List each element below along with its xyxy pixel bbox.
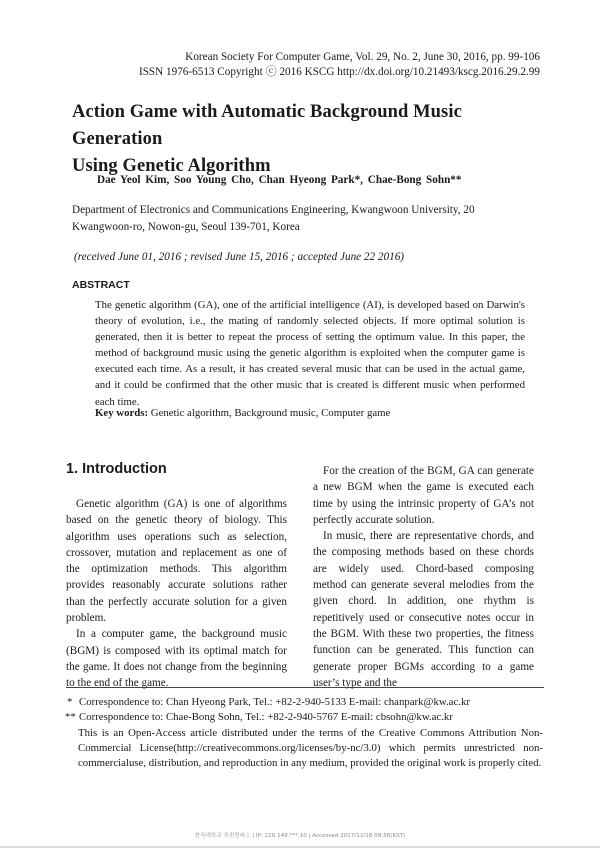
keywords-label: Key words: [95,407,149,419]
footnote-mark: * [67,696,73,708]
footnote-text: Correspondence to: Chae-Bong Sohn, Tel.: +82-2-940-5767 E-mail: cbsohn@kw.ac.kr [79,711,453,724]
paragraph: In music, there are representative chords, and the composing methods based on these chords are widely used. Chord-based composing method can generate several melodies from the given chord. In addition, one rhythm is repetitively used or consecutive notes occur in the BGM. With these two properties, the fitness function can be generated. This function can generate proper BGMs according to a game user’s type and the [313,530,534,689]
right-column [313,463,534,691]
journal-citation-line: Korean Society For Computer Game, Vol. 29, No. 2, June 30, 2016, pp. 99-106 [185,51,540,63]
paragraph: Genetic algorithm (GA) is one of algorithms based on the genetic theory of biology. This algorithm uses operations such as selection, crossover, mutation and replacement as one of the optimization methods. This algorithm provides reasonably accurate solutions rather than the perfectly accurate solution for a given problem. [66,498,287,625]
left-column [66,496,287,692]
abstract-text: The genetic algorithm (GA), one of the artificial intelligence (AI), is developed based on Darwin's theory of evolution, i.e., the mating of randomly selected objects. If more optimal solution is generated, then it is better to repeat the process of setting the optimum value. In this paper, the method of background music using the genetic algorithm is exploited when the computer game is executed each time. As a result, it has created several music that can be used in the actual game, and it could be confirmed that the other music that is created is different music when performed each time. [95,299,525,408]
open-access-notice: This is an Open-Access article distributed under the terms of the Creative Commons Attribution Non-Commercial License(http://creativecommons.org/licenses/by-nc/3.0) which permits unrestricted non-commercialuse, distribution, and reproduction in any medium, provided the original work is properly cited. [78,726,543,770]
footnote-mark: ** [65,711,76,724]
abstract-heading: ABSTRACT [72,279,130,291]
keywords-line [95,407,390,419]
author-list: Dae Yeol Kim, Soo Young Cho, Chan Hyeong Park*, Chae-Bong Sohn** [97,174,462,186]
section-heading-introduction: 1. Introduction [66,461,167,477]
title-line-1: Action Game with Automatic Background Music Generation [72,102,462,149]
footnote-correspondence-1 [67,695,543,710]
title-line-2: Using Genetic Algorithm [72,156,271,176]
footnote-text: Correspondence to: Chan Hyeong Park, Tel.: +82-2-940-5133 E-mail: chanpark@kw.ac.kr [79,696,470,708]
footnote-correspondence-2 [67,710,543,725]
submission-dates: (received June 01, 2016 ; revised June 15, 2016 ; accepted June 22 2016) [74,251,405,263]
paper-title [72,99,542,180]
keywords-list: Genetic algorithm, Background music, Computer game [150,407,391,419]
affiliation: Department of Electronics and Communications Engineering, Kwangwoon University, 20 Kwangwoon-ro, Nowon-gu, Seoul 139-701, Korea [72,204,475,233]
download-watermark: 한국대학교 추천컴퍼스 | IP: 220.149.***.10 | Accessed 2017/12/18 09:56(KST) [194,833,406,839]
paragraph: In a computer game, the background music (BGM) is composed with its optimal match for the game. It does not change from the beginning to the end of the game. [66,628,287,690]
paragraph: For the creation of the BGM, GA can generate a new BGM when the game is executed each time by using the intrinsic property of GA’s not perfectly accurate solution. [313,465,534,526]
issn-doi-line: ISSN 1976-6513 Copyright ⓒ 2016 KSCG http://dx.doi.org/10.21493/kscg.2016.29.2.99 [138,66,540,78]
footnote-divider [66,687,544,688]
footnotes [67,695,543,771]
